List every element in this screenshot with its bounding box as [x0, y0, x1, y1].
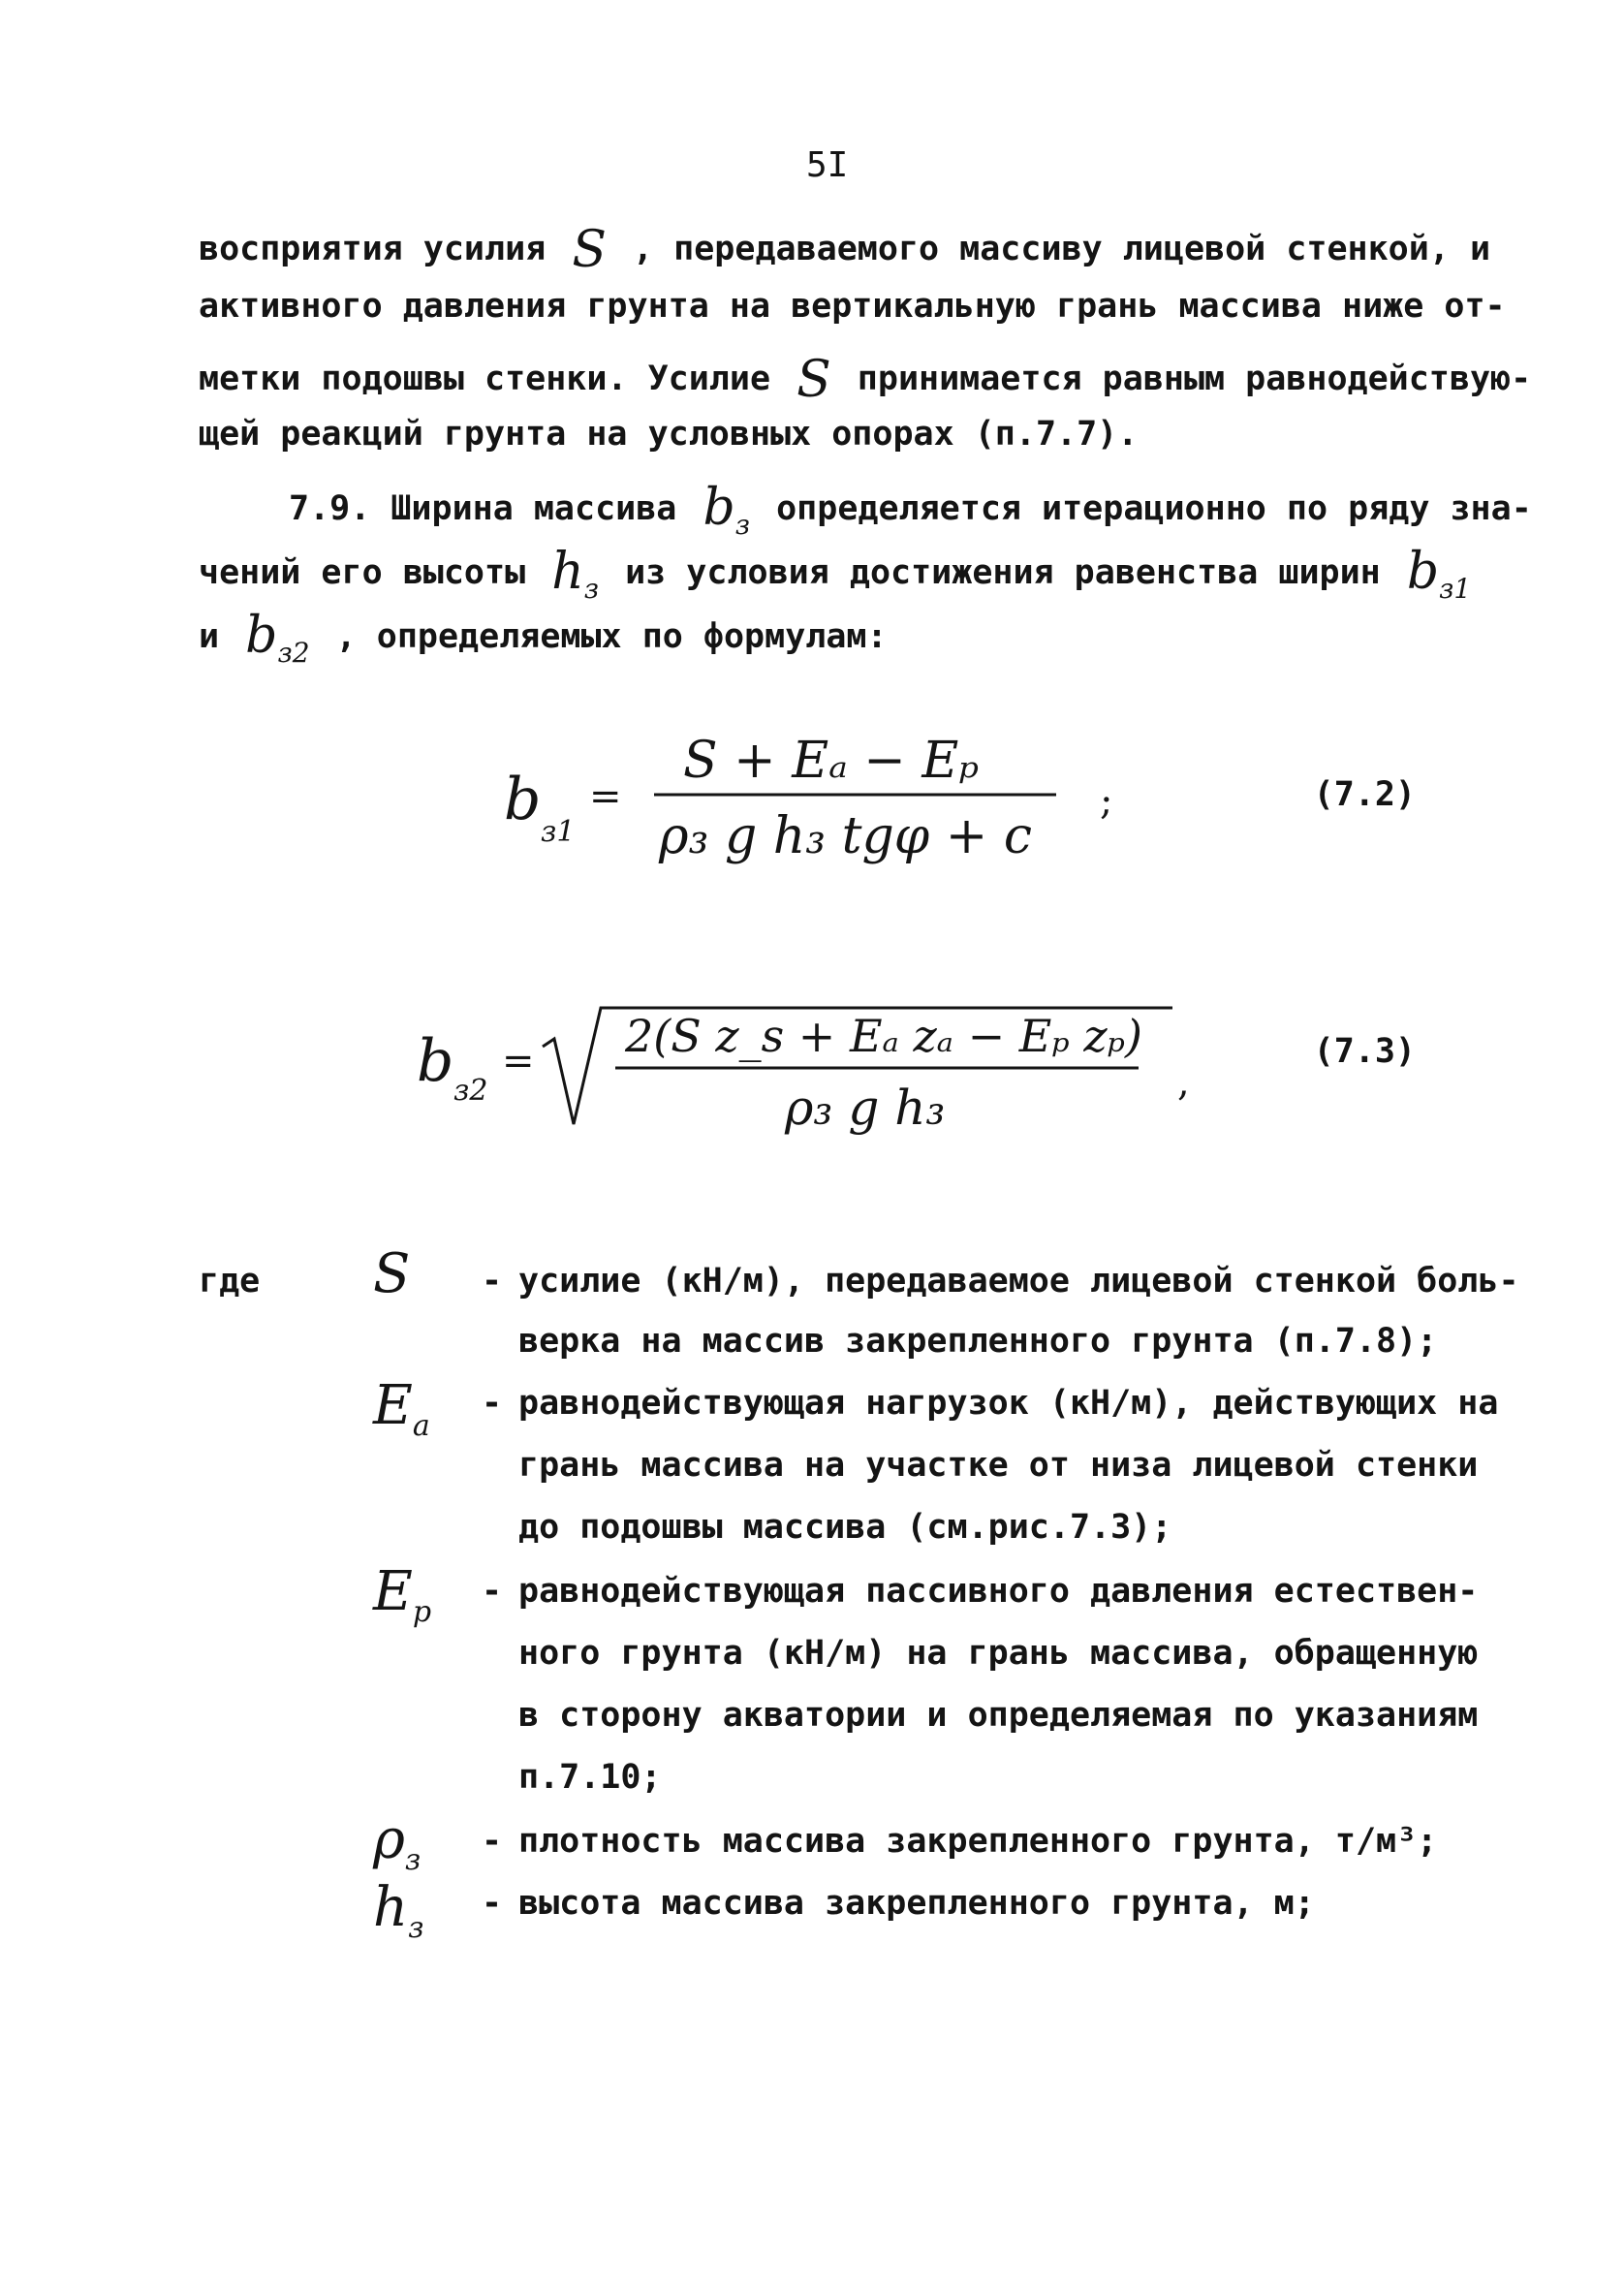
def-line: п.7.10; — [518, 1758, 662, 1797]
symbol-b3: $b_з$ — [703, 479, 751, 541]
def-line: ного грунта (кН/м) на грань массива, обращенную — [518, 1634, 1479, 1673]
paragraph-line-3: метки подошвы стенки. Усилие S принимается равным равнодействую- — [199, 351, 1532, 409]
where-label: где — [199, 1262, 261, 1301]
paragraph-line-6: чений его высоты $h_з$ из условия достижения равенства ширин $b_{з1}$ — [199, 543, 1472, 605]
formula-7-3-lhs-sub: з2 — [453, 1074, 488, 1108]
def-line: до подошвы массива (см.рис.7.3); — [518, 1508, 1172, 1547]
formula-7-3-number: (7.3) — [1313, 1032, 1416, 1071]
formula-7-3-lhs: b — [417, 1027, 454, 1095]
symbol-b31: $b_{з1}$ — [1406, 543, 1472, 605]
def-symbol-s: S — [373, 1242, 411, 1305]
formula-7-2-equals: = — [589, 774, 622, 819]
def-line: равнодействующая пассивного давления естествен- — [518, 1572, 1479, 1611]
formula-7-3-drawing — [407, 979, 1202, 1173]
paragraph-line-4: щей реакций грунта на условных опорах (п.7.7). — [199, 415, 1139, 454]
formula-7-2-lhs-sub: з1 — [541, 815, 576, 849]
def-line: плотность массива закрепленного грунта, т/м³; — [518, 1822, 1438, 1861]
formula-7-3-denominator: ρ₃ g h₃ — [785, 1080, 946, 1136]
paragraph-line-5: 7.9. Ширина массива $b_з$ определяется итерационно по ряду зна- — [289, 479, 1532, 541]
formula-7-2-number: (7.2) — [1313, 775, 1416, 814]
symbol-s: S — [796, 351, 831, 409]
def-line: грань массива на участке от низа лицевой стенки — [518, 1446, 1479, 1485]
paragraph-line-7: и $b_{з2}$ , определяемых по формулам: — [199, 607, 888, 669]
formula-7-3-numerator: 2(S z_s + Eₐ zₐ − Eₚ zₚ) — [625, 1010, 1142, 1062]
def-symbol-h: $h_з$ — [373, 1876, 424, 1946]
document-page: 5I восприятия усилия S , передаваемого массиву лицевой стенкой, и активного давления грунта на вертикальную грань массива ниже от- метки подошвы стенки. Усилие S принимается равным равнодействую- щей реакций грунта на условных опорах (п.7.7). 7.9. Ширина массива $b_з$ определяется итерационно по ряду зна- чений его высоты $h_з$ из условия достижения равенства ширин $b_{з1}$ и $b_{з2}$ , определяемых по формулам: b з1 = S + Eₐ − Eₚ ρ₃ g h₃ tgφ + c ; (7.2) b з2 = 2(S z_s + Eₐ zₐ − Eₚ zₚ) ρ₃ g h₃ , (7.3) где S - усилие (кН/м), передаваемое лицевой стенкой боль- верка на массив закрепленного грунта (п.7.8); $E_a$ - равнодействующая нагрузок (кН/м), действующих на грань массива на участке от низа лицевой стенки до подошвы массива (см.рис.7.3); $E_p$ - равнодействующая пассивного давления естествен- ного грунта (кН/м) на грань массива, обращенную в сторону акватории и определяемая по указаниям п.7.10; $\rho_з$ - плотность массива закрепленного грунта, т/м³; $h_з$ - высота массива закрепленного грунта, м; — [199, 145, 1532, 1946]
def-line: высота массива закрепленного грунта, м; — [518, 1884, 1315, 1923]
symbol-b32: $b_{з2}$ — [245, 607, 310, 669]
def-line: равнодействующая нагрузок (кН/м), действующих на — [518, 1384, 1499, 1423]
def-symbol-rho: $\rho_з$ — [373, 1808, 422, 1878]
formula-7-3-equals: = — [502, 1039, 535, 1083]
formula-7-2-denominator: ρ₃ g h₃ tgφ + c — [659, 807, 1032, 865]
def-line: верка на массив закрепленного грунта (п.7.8); — [518, 1322, 1438, 1361]
paragraph-line-2: активного давления грунта на вертикальную грань массива ниже от- — [199, 287, 1506, 326]
formula-7-2-drawing — [465, 707, 1143, 901]
page-number: 5I — [806, 145, 849, 185]
formula-7-2-lhs: b — [504, 766, 542, 833]
def-line: в сторону акватории и определяемая по указаниям — [518, 1696, 1479, 1735]
formula-7-3-tail: , — [1177, 1060, 1190, 1105]
paragraph-line-1: восприятия усилия S , передаваемого массиву лицевой стенкой, и — [199, 221, 1491, 279]
formula-7-2-numerator: S + Eₐ − Eₚ — [683, 732, 980, 790]
symbol-h3: $h_з$ — [551, 543, 600, 605]
def-symbol-ea: $E_a$ — [373, 1374, 430, 1444]
symbol-s: S — [572, 221, 607, 279]
def-symbol-ep: $E_p$ — [373, 1560, 432, 1630]
formula-7-2-tail: ; — [1100, 779, 1113, 824]
def-line: усилие (кН/м), передаваемое лицевой стенкой боль- — [518, 1262, 1519, 1301]
